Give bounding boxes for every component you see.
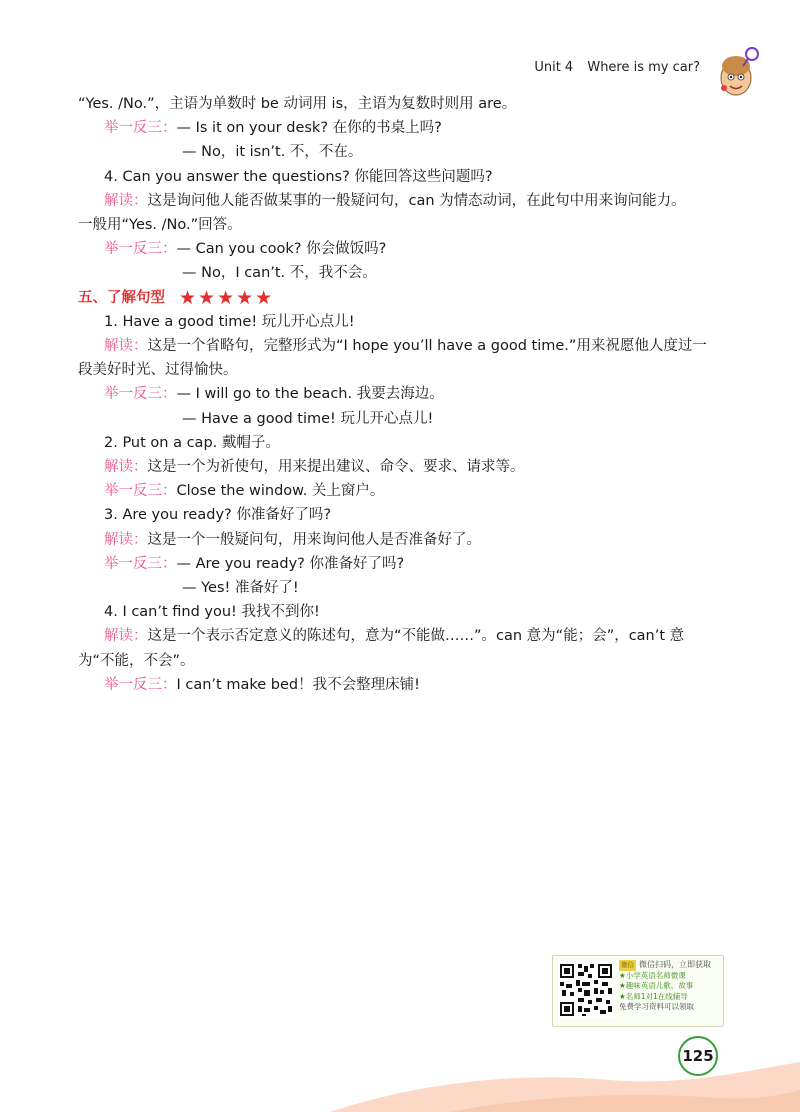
running-header [534, 60, 700, 75]
qr-promo-item: ★名师1对1在线辅导 [619, 991, 688, 1001]
qr-promo-footer: 免费学习资料可以领取 [619, 1002, 694, 1011]
example-line: 举一反三：— Are you ready? 你准备好了吗? [104, 555, 405, 572]
wechat-badge-icon: 微信 [621, 961, 634, 969]
example-label: 举一反三： [104, 241, 177, 258]
lesson-content [78, 92, 738, 697]
example-label: 举一反三： [104, 555, 177, 572]
text-line: “Yes. /No.”，主语为单数时 be 动词用 is，主语为复数时则用 are。 [78, 96, 517, 112]
explanation-label: 解读： [104, 192, 148, 209]
explanation-label: 解读： [104, 338, 148, 355]
explanation-line: 解读：这是一个表示否定意义的陈述句，意为“不能做……”。can 意为“能；会”，can’t 意 [104, 628, 685, 645]
example-line: 举一反三：— I will go to the beach. 我要去海边。 [104, 386, 444, 403]
example-label: 举一反三： [104, 120, 177, 137]
example-label: 举一反三： [104, 483, 177, 500]
example-line: 举一反三：— Can you cook? 你会做饭吗? [104, 241, 387, 258]
section-title [78, 286, 738, 310]
explanation-line: 解读：这是一个省略句，完整形式为“I hope you’ll have a good time.”用来祝愿他人度过一 [104, 338, 707, 355]
qr-promo-box [552, 955, 724, 1027]
sentence-line: 1. Have a good time! 玩儿开心点儿! [104, 313, 355, 330]
qr-promo-item: ★小学英语名师微课 [619, 970, 686, 980]
unit-title: Where is my car? [587, 60, 700, 75]
qr-promo-text: 微信 微信扫码，立即获取 ★小学英语名师微课 ★趣味英语儿歌、故事 ★名师1对1在线辅导 免费学习资料可以领取 [619, 960, 721, 1013]
example-line: 举一反三：— Is it on your desk? 在你的书桌上吗? [104, 120, 442, 137]
example-line: — Have a good time! 玩儿开心点儿! [182, 410, 434, 427]
section-title-text: 五、了解句型 [78, 289, 165, 306]
example-label: 举一反三： [104, 386, 177, 403]
text-line: 段美好时光、过得愉快。 [78, 362, 238, 379]
unit-label: Unit 4 [534, 60, 574, 75]
example-line: — No，it isn’t. 不，不在。 [182, 144, 363, 161]
qr-promo-item: ★趣味英语儿歌、故事 [619, 981, 694, 990]
explanation-line: 解读：这是一个一般疑问句，用来询问他人是否准备好了。 [104, 531, 481, 548]
sentence-line: 2. Put on a cap. 戴帽子。 [104, 434, 280, 451]
example-line: — Yes! 准备好了! [182, 580, 299, 597]
explanation-label: 解读： [104, 459, 148, 476]
qr-code-icon[interactable] [558, 962, 614, 1018]
example-label: 举一反三： [104, 676, 177, 693]
sentence-line: 4. I can’t find you! 我找不到你! [104, 604, 320, 621]
page-number: 125 [678, 1036, 718, 1076]
explanation-line: 解读：这是询问他人能否做某事的一般疑问句，can 为情态动词，在此句中用来询问能力。 [104, 192, 686, 209]
explanation-line: 解读：这是一个为祈使句，用来提出建议、命令、要求、请求等。 [104, 459, 525, 476]
sentence-line: 3. Are you ready? 你准备好了吗? [104, 507, 332, 524]
example-line: 举一反三：I can’t make bed！我不会整理床铺! [104, 676, 420, 693]
explanation-label: 解读： [104, 531, 148, 548]
text-line: 为“不能，不会”。 [78, 652, 195, 669]
sentence-line: 4. Can you answer the questions? 你能回答这些问题吗? [104, 168, 493, 185]
example-line: 举一反三：Close the window. 关上窗户。 [104, 483, 385, 500]
difficulty-stars: ★★★★★ [179, 286, 275, 309]
example-line: — No，I can’t. 不，我不会。 [182, 265, 377, 282]
text-line: 一般用“Yes. /No.”回答。 [78, 217, 242, 234]
explanation-label: 解读： [104, 628, 148, 645]
